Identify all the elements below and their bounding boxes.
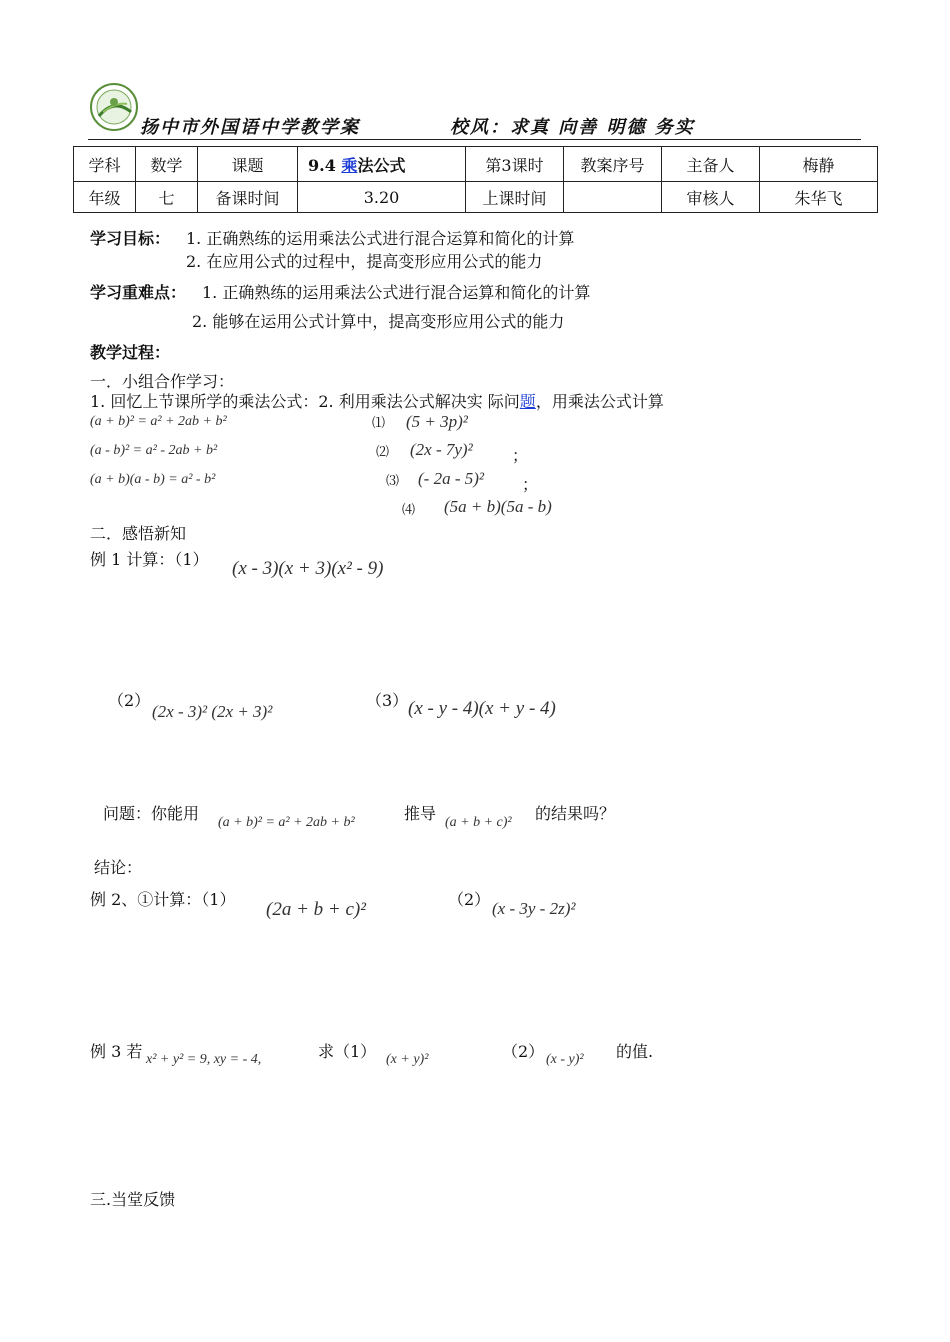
practice-1: (5 + 3p)²	[406, 412, 468, 431]
school-motto: 校风：求真 向善 明德 务实	[450, 117, 695, 138]
example1-part1: (x - 3)(x + 3)(x² - 9)	[232, 558, 384, 579]
subject-label: 学科	[74, 147, 136, 182]
process-label: 教学过程：	[90, 343, 171, 362]
practice-1-number: ⑴	[372, 416, 386, 431]
formula-square-diff: (a - b)² = a² - 2ab + b²	[90, 443, 218, 458]
table-row	[74, 182, 878, 213]
section1-title: 一．小组合作学习：	[90, 372, 235, 391]
question-derive: 推导	[404, 804, 437, 823]
example3-part1: (x + y)²	[386, 1052, 429, 1067]
lesson-info-table	[73, 146, 878, 213]
reviewer-label: 审核人	[662, 182, 760, 213]
example3-intro: 例 3 若	[90, 1042, 143, 1061]
prep-time-label: 备课时间	[198, 182, 298, 213]
goal-item-1: 1. 正确熟练的运用乘法公式进行混合运算和简化的计算	[186, 229, 575, 248]
plan-number-label: 教案序号	[564, 147, 662, 182]
goals-label: 学习目标：	[90, 229, 171, 248]
practice-3-number: ⑶	[386, 474, 400, 489]
formula-square-sum: (a + b)² = a² + 2ab + b²	[90, 414, 227, 429]
practice-3: (- 2a - 5)²	[418, 469, 484, 488]
practice-4-number: ⑷	[402, 503, 416, 518]
question-formula: (a + b)² = a² + 2ab + b²	[218, 815, 355, 830]
example1-part2-number: （2）	[108, 691, 151, 710]
example3-ask: 求（1）	[318, 1042, 377, 1061]
practice-2-tail: ；	[512, 446, 529, 465]
section1-line: 1. 回忆上节课所学的乘法公式：2. 利用乘法公式解决实 际问题，用乘法公式计算	[90, 392, 664, 411]
example3-part2-number: （2）	[502, 1042, 545, 1061]
section3-title: 三.当堂反馈	[90, 1190, 176, 1209]
preparer-value: 梅静	[760, 147, 878, 182]
grade-value: 七	[136, 182, 198, 213]
school-name: 扬中市外国语中学教学案	[140, 117, 360, 138]
practice-2: (2x - 7y)²	[410, 440, 473, 459]
topic-link-char[interactable]: 乘	[341, 155, 358, 175]
example3-condition: x² + y² = 9, xy = - 4,	[146, 1052, 262, 1067]
example2-part1: (2a + b + c)²	[266, 899, 366, 920]
period-value: 第3课时	[466, 147, 564, 182]
preparer-label: 主备人	[662, 147, 760, 182]
header-rule	[88, 139, 861, 140]
reviewer-value: 朱华飞	[760, 182, 878, 213]
question-tail: 的结果吗？	[535, 804, 616, 823]
class-time-value	[564, 182, 662, 213]
table-row	[74, 147, 878, 182]
school-logo	[87, 82, 141, 132]
example2-part2: (x - 3y - 2z)²	[492, 899, 576, 918]
focus-item-1: 1. 正确熟练的运用乘法公式进行混合运算和简化的计算	[202, 283, 591, 302]
problem-link[interactable]: 题	[519, 392, 536, 411]
example1-part3: (x - y - 4)(x + y - 4)	[408, 698, 556, 719]
section2-title: 二．感悟新知	[90, 524, 187, 543]
practice-2-number: ⑵	[376, 445, 390, 460]
formula-diff-squares: (a + b)(a - b) = a² - b²	[90, 472, 216, 487]
prep-time-value: 3.20	[298, 182, 466, 213]
example3-part2: (x - y)²	[546, 1052, 584, 1067]
focus-item-2: 2. 能够在运用公式计算中，提高变形应用公式的能力	[192, 312, 565, 331]
example1-part3-number: （3）	[366, 691, 409, 710]
grade-label: 年级	[74, 182, 136, 213]
goal-item-2: 2. 在应用公式的过程中，提高变形应用公式的能力	[186, 252, 543, 271]
class-time-label: 上课时间	[466, 182, 564, 213]
question-intro: 问题：你能用	[103, 804, 200, 823]
practice-3-tail: ；	[522, 475, 539, 494]
topic-label: 课题	[198, 147, 298, 182]
focus-label: 学习重难点：	[90, 283, 187, 302]
example2-label: 例 2、①计算：（1）	[90, 890, 236, 909]
subject-value: 数学	[136, 147, 198, 182]
example1-part2: (2x - 3)² (2x + 3)²	[152, 702, 273, 721]
example2-part2-number: （2）	[448, 890, 491, 909]
conclusion-label: 结论：	[94, 858, 143, 877]
practice-4: (5a + b)(5a - b)	[444, 497, 552, 516]
example3-tail: 的值.	[616, 1042, 654, 1061]
topic-value: 9.4 乘法公式	[298, 147, 466, 182]
question-target: (a + b + c)²	[445, 815, 512, 830]
example1-label: 例 1 计算：（1）	[90, 550, 209, 569]
